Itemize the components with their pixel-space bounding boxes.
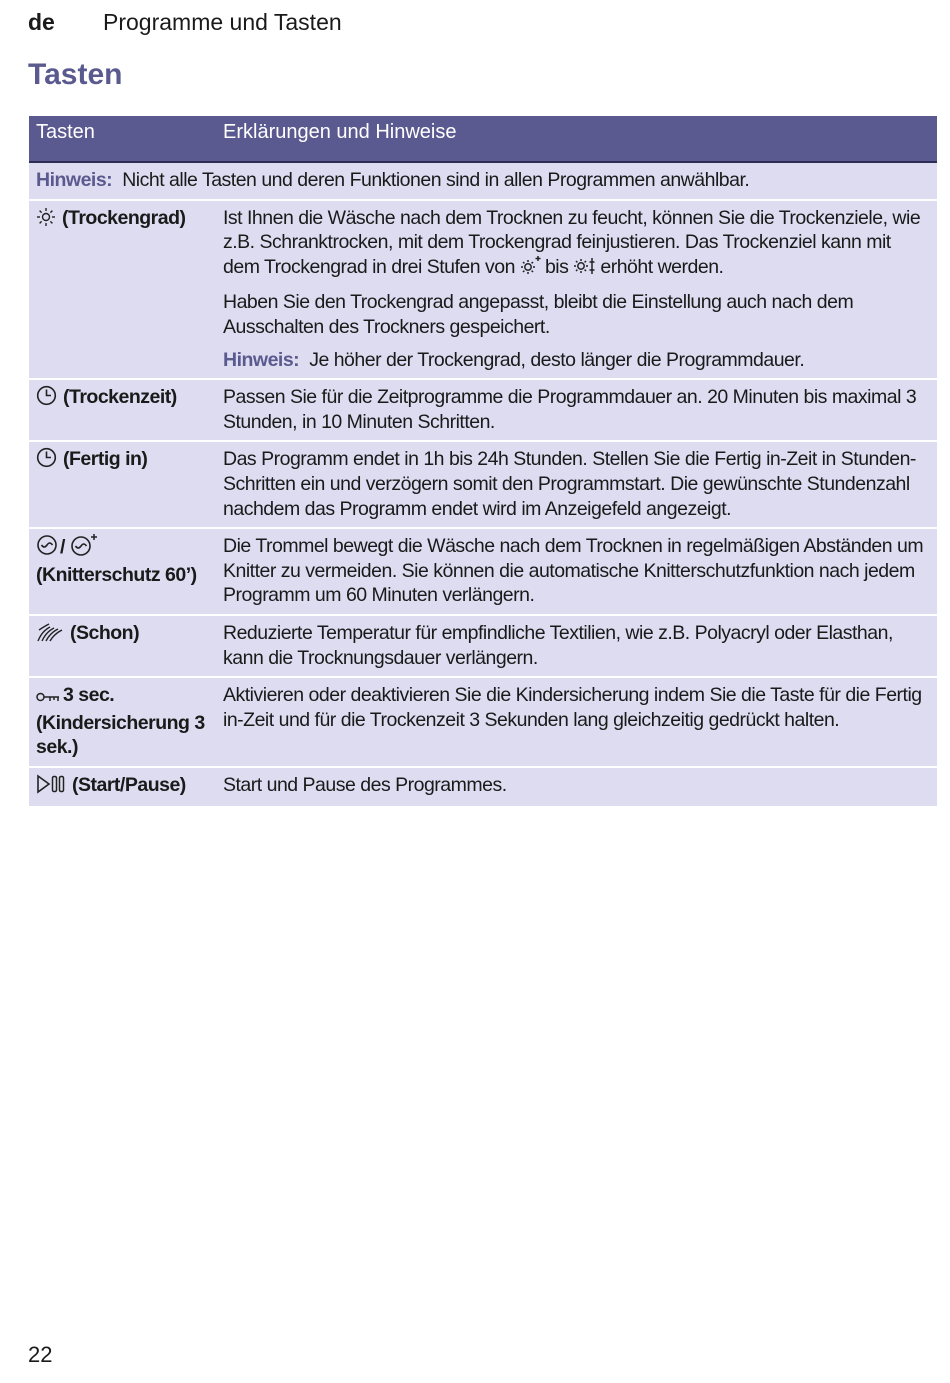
description-text: Die Trommel bewegt die Wäsche nach dem Trocknen in regelmäßigen Abständen um Knitter zu vermeiden. Sie können die automatische Knitterschutzfunktion nach jedem Programm um 60 Minuten verlängern.	[223, 535, 924, 607]
key-separator: /	[60, 536, 65, 559]
table-row	[29, 677, 937, 767]
page-header	[28, 6, 342, 38]
table-row	[29, 379, 937, 441]
page-number: 22	[28, 1342, 53, 1367]
column-header-keys: Tasten	[29, 116, 215, 162]
table-row	[29, 441, 937, 528]
key-label: (Knitterschutz 60’)	[36, 563, 197, 586]
key-label: (Start/Pause)	[72, 773, 186, 796]
gentle-icon	[36, 622, 64, 649]
key-label: (Fertig in)	[63, 448, 148, 471]
hint-label: Hinweis:	[223, 348, 300, 371]
clock-icon	[36, 447, 57, 475]
description-text: Passen Sie für die Zeitprogramme die Programmdauer an. 20 Minuten bis maximal 3 Stunden, in 10 Minuten Schritten.	[223, 386, 917, 433]
table-row	[29, 767, 937, 807]
table-row	[29, 528, 937, 615]
description-paragraph: Haben Sie den Trockengrad angepasst, bleibt die Einstellung auch nach dem Ausschalten des Trockners gespeichert.	[223, 291, 854, 338]
dryness-level-low-icon	[519, 256, 541, 283]
key-label: (Trockengrad)	[62, 206, 186, 229]
description-text: Reduzierte Temperatur für empfindliche Textilien, wie z.B. Polyacryl oder Elasthan, kann die Trocknungsdauer verlängern.	[223, 621, 893, 669]
sun-icon	[36, 207, 56, 234]
start-pause-icon	[36, 774, 66, 801]
description-text: Aktivieren oder deaktivieren Sie die Kindersicherung indem Sie die Taste für die Fertig in-Zeit und für die Trockenzeit 3 Sekunden lang gleichzeitig gedrückt halten.	[223, 684, 922, 731]
anti-crease-icon	[36, 534, 58, 563]
clock-icon	[36, 385, 57, 413]
notice-row	[29, 162, 937, 200]
table-header-row	[29, 116, 937, 162]
description-text: Start und Pause des Programmes.	[223, 773, 507, 796]
keys-table	[29, 116, 937, 806]
key-label: (Schon)	[70, 621, 140, 644]
notice-label: Hinweis:	[36, 169, 113, 191]
language-code: de	[28, 8, 55, 35]
anti-crease-plus-icon	[70, 534, 98, 563]
key-label: (Trockenzeit)	[63, 386, 177, 409]
page-title: Tasten	[28, 58, 123, 91]
key-icon	[36, 686, 60, 711]
hint-paragraph: Hinweis: Je höher der Trockengrad, desto länger die Programmdauer.	[223, 348, 805, 371]
table-row	[29, 200, 937, 380]
description-paragraph: Ist Ihnen die Wäsche nach dem Trocknen zu feucht, können Sie die Trockenziele, wie z.B. Schranktrocken, mit dem Trockengrad feinjustieren. Das Trockenziel kann mit dem Trockengrad in drei Stufen von bis erhöht werden.	[223, 206, 931, 283]
table-row	[29, 615, 937, 677]
dryness-level-high-icon	[572, 256, 596, 283]
column-header-explanations: Erklärungen und Hinweise	[215, 116, 937, 162]
description-text: Das Programm endet in 1h bis 24h Stunden. Stellen Sie die Fertig in-Zeit in Stunden-Schritten ein und verzögern somit den Programmstart. Die gewünschte Stundenzahl nachdem das Programm endet wird im Anzeigefeld angezeigt.	[223, 448, 916, 520]
key-label: 3 sec. (Kindersicherung 3 sek.)	[36, 684, 205, 759]
notice-text: Nicht alle Tasten und deren Funktionen sind in allen Programmen anwählbar.	[122, 169, 750, 191]
section-title: Programme und Tasten	[103, 8, 342, 35]
